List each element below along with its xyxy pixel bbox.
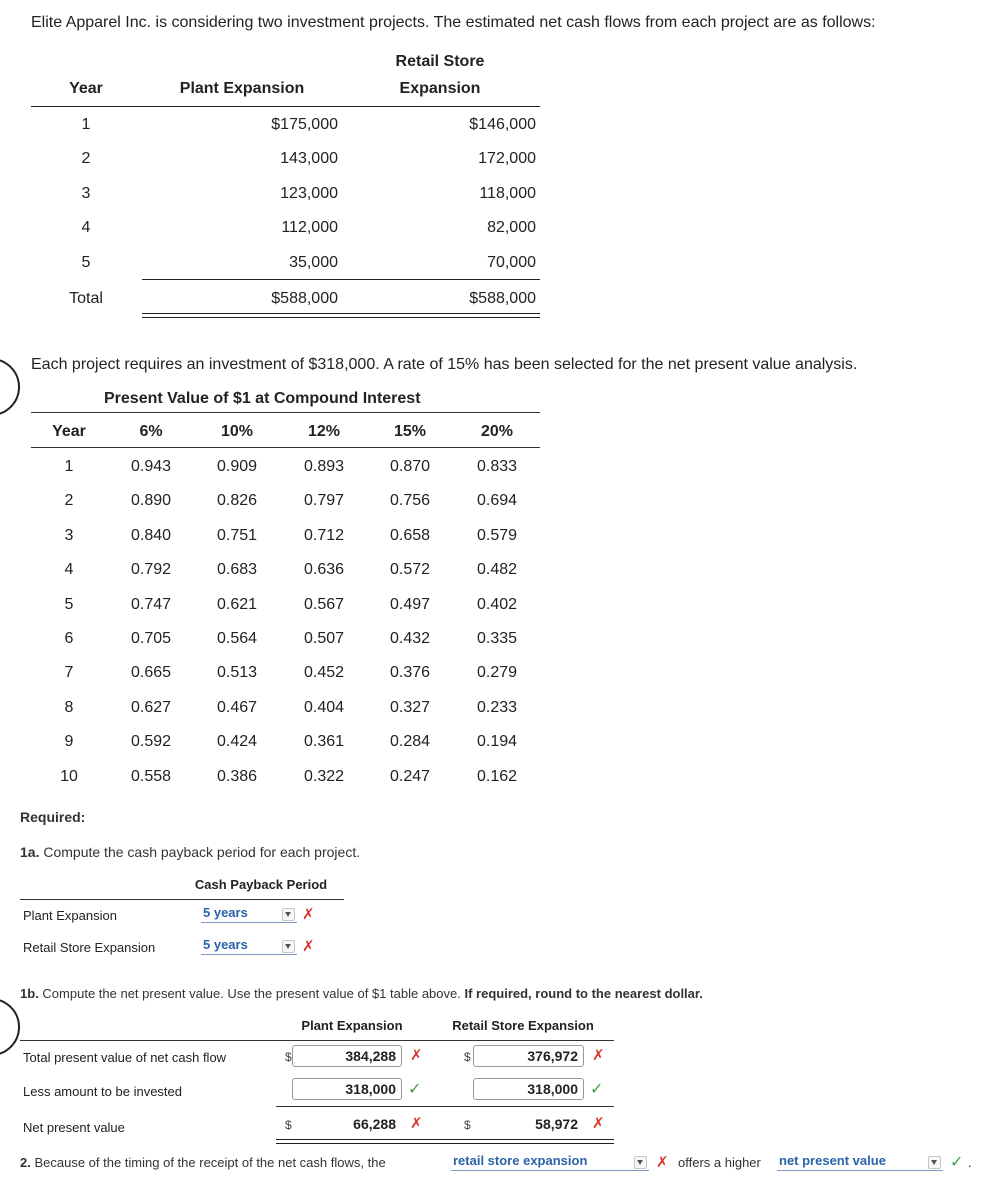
payback-plant-label: Plant Expansion bbox=[23, 908, 117, 923]
pv-year-cell: 4 bbox=[64, 561, 74, 579]
pv-header-20: 20% bbox=[480, 423, 514, 440]
pv-12-cell: 0.567 bbox=[303, 595, 345, 613]
pv-20-cell: 0.482 bbox=[476, 561, 518, 579]
plant-cell: $175,000 bbox=[271, 116, 338, 133]
correct-icon: ✓ bbox=[408, 1081, 422, 1098]
pv-20-cell: 0.694 bbox=[476, 492, 518, 510]
dollar-sign: $ bbox=[464, 1050, 471, 1064]
pv-header-15: 15% bbox=[393, 423, 427, 440]
pv-20-cell: 0.279 bbox=[476, 664, 518, 682]
plant-cell: 35,000 bbox=[289, 254, 338, 271]
payback-plant-value: 5 years bbox=[203, 905, 248, 920]
plant-cell: 143,000 bbox=[280, 150, 338, 167]
npv-row1-label: Total present value of net cash flow bbox=[23, 1050, 227, 1065]
question-2-mid: offers a higher bbox=[678, 1155, 761, 1170]
q2-measure-select[interactable] bbox=[777, 1154, 943, 1171]
pv-6-cell: 0.943 bbox=[130, 458, 172, 475]
pv-10-cell: 0.683 bbox=[216, 561, 258, 579]
plant-total: $588,000 bbox=[271, 290, 338, 307]
question-2-prefix: Because of the timing of the receipt of the net cash flows, the bbox=[34, 1155, 386, 1170]
pv-year-cell: 10 bbox=[60, 767, 78, 785]
pv-table-title: Present Value of $1 at Compound Interest bbox=[104, 390, 421, 407]
correct-icon: ✓ bbox=[590, 1081, 604, 1098]
pv-title-rule bbox=[31, 412, 540, 413]
pv-20-cell: 0.162 bbox=[476, 767, 518, 785]
payback-retail-select[interactable] bbox=[201, 938, 297, 955]
pv-year-cell: 6 bbox=[64, 630, 74, 647]
pv-6-cell: 0.558 bbox=[130, 767, 172, 785]
pv-12-cell: 0.893 bbox=[303, 458, 345, 475]
subtotal-rule bbox=[142, 279, 540, 280]
payback-header-rule bbox=[20, 899, 344, 900]
dollar-sign: $ bbox=[285, 1050, 292, 1064]
question-1b-bold: If required, round to the nearest dollar. bbox=[464, 986, 703, 1001]
plant-invest-input[interactable]: 318,000 bbox=[292, 1078, 402, 1100]
question-2-end: . bbox=[968, 1155, 972, 1170]
pv-10-cell: 0.467 bbox=[216, 698, 258, 716]
pv-10-cell: 0.621 bbox=[216, 595, 258, 613]
pv-header-6: 6% bbox=[139, 423, 163, 440]
year-cell: 4 bbox=[81, 219, 91, 236]
pv-12-cell: 0.322 bbox=[303, 767, 345, 785]
total-double-rule bbox=[142, 313, 540, 318]
pv-15-cell: 0.432 bbox=[389, 630, 431, 647]
pv-15-cell: 0.376 bbox=[389, 664, 431, 682]
q2-measure-value: net present value bbox=[779, 1153, 886, 1168]
col-header-plant: Plant Expansion bbox=[179, 80, 305, 97]
pv-15-cell: 0.572 bbox=[389, 561, 431, 579]
pv-15-cell: 0.497 bbox=[389, 595, 431, 613]
payback-retail-label: Retail Store Expansion bbox=[23, 940, 156, 955]
pv-6-cell: 0.747 bbox=[130, 595, 172, 613]
npv-subtotal-rule bbox=[276, 1106, 614, 1107]
investment-text: Each project requires an investment of $318,000. A rate of 15% has been selected for the net present value analysis. bbox=[31, 356, 858, 373]
payback-header: Cash Payback Period bbox=[194, 877, 328, 892]
npv-col-plant: Plant Expansion bbox=[301, 1018, 403, 1033]
pv-20-cell: 0.335 bbox=[476, 630, 518, 647]
pv-20-cell: 0.402 bbox=[476, 595, 518, 613]
pv-10-cell: 0.751 bbox=[216, 526, 258, 544]
pv-6-cell: 0.792 bbox=[130, 561, 172, 579]
year-cell: 1 bbox=[81, 116, 91, 133]
col-header-year: Year bbox=[69, 80, 103, 97]
incorrect-icon: ✗ bbox=[656, 1154, 669, 1171]
pv-15-cell: 0.870 bbox=[389, 458, 431, 475]
pv-year-cell: 8 bbox=[64, 698, 74, 716]
npv-total-double-rule bbox=[276, 1139, 614, 1144]
pv-6-cell: 0.627 bbox=[130, 698, 172, 716]
incorrect-icon: ✗ bbox=[410, 1115, 423, 1132]
step-marker-circle bbox=[0, 358, 20, 416]
pv-6-cell: 0.705 bbox=[130, 630, 172, 647]
retail-invest-input[interactable]: 318,000 bbox=[473, 1078, 584, 1100]
pv-10-cell: 0.564 bbox=[216, 630, 258, 647]
pv-10-cell: 0.424 bbox=[216, 733, 258, 751]
year-cell: 2 bbox=[81, 150, 91, 167]
header-rule bbox=[31, 106, 540, 107]
year-cell: 5 bbox=[81, 254, 91, 271]
plant-cell: 112,000 bbox=[281, 219, 338, 236]
question-1b-text: Compute the net present value. Use the present value of $1 table above. bbox=[42, 986, 461, 1001]
pv-10-cell: 0.826 bbox=[216, 492, 258, 510]
retail-cell: 118,000 bbox=[479, 185, 536, 202]
pv-20-cell: 0.194 bbox=[476, 733, 518, 751]
question-1a-number: 1a. bbox=[20, 844, 40, 860]
pv-header-12: 12% bbox=[307, 423, 341, 440]
pv-header-rule bbox=[31, 447, 540, 448]
incorrect-icon: ✗ bbox=[592, 1115, 605, 1132]
question-2-number: 2. bbox=[20, 1155, 31, 1170]
pv-10-cell: 0.909 bbox=[216, 458, 258, 475]
pv-year-cell: 1 bbox=[64, 458, 74, 475]
pv-10-cell: 0.513 bbox=[216, 664, 258, 682]
incorrect-icon: ✗ bbox=[410, 1047, 423, 1064]
pv-20-cell: 0.233 bbox=[476, 698, 518, 716]
intro-text: Elite Apparel Inc. is considering two investment projects. The estimated net cash flows from each project are as follows: bbox=[31, 14, 876, 31]
pv-header-year: Year bbox=[52, 423, 86, 440]
step-marker-circle bbox=[0, 998, 20, 1056]
pv-12-cell: 0.361 bbox=[303, 733, 345, 751]
correct-icon: ✓ bbox=[950, 1154, 964, 1171]
plant-pv-input[interactable]: 384,288 bbox=[292, 1045, 402, 1067]
retail-total: $588,000 bbox=[469, 290, 536, 307]
year-cell: 3 bbox=[81, 185, 91, 202]
pv-12-cell: 0.452 bbox=[303, 664, 345, 682]
total-label: Total bbox=[69, 290, 103, 307]
chevron-down-icon bbox=[928, 1156, 941, 1169]
pv-year-cell: 7 bbox=[64, 664, 74, 682]
pv-12-cell: 0.712 bbox=[303, 526, 345, 544]
required-label: Required: bbox=[20, 809, 86, 825]
pv-year-cell: 2 bbox=[64, 492, 74, 510]
retail-cell: 70,000 bbox=[487, 254, 536, 271]
question-1b-number: 1b. bbox=[20, 986, 39, 1001]
plant-cell: 123,000 bbox=[280, 185, 338, 202]
pv-6-cell: 0.840 bbox=[130, 526, 172, 544]
pv-6-cell: 0.665 bbox=[130, 664, 172, 682]
q2-project-select[interactable] bbox=[451, 1154, 649, 1171]
pv-15-cell: 0.756 bbox=[389, 492, 431, 510]
dollar-sign: $ bbox=[285, 1118, 292, 1132]
col-header-retail-line2: Expansion bbox=[399, 80, 481, 97]
incorrect-icon: ✗ bbox=[592, 1047, 605, 1064]
payback-plant-select[interactable] bbox=[201, 906, 297, 923]
retail-cell: 172,000 bbox=[478, 150, 536, 167]
pv-year-cell: 9 bbox=[64, 733, 74, 751]
pv-20-cell: 0.579 bbox=[476, 526, 518, 544]
q2-project-value: retail store expansion bbox=[453, 1153, 588, 1168]
pv-6-cell: 0.890 bbox=[130, 492, 172, 510]
question-1a-text: Compute the cash payback period for each project. bbox=[43, 844, 361, 860]
retail-pv-input[interactable]: 376,972 bbox=[473, 1045, 584, 1067]
pv-year-cell: 3 bbox=[64, 526, 74, 544]
pv-header-10: 10% bbox=[220, 423, 254, 440]
npv-header-rule bbox=[20, 1040, 614, 1041]
question-1a bbox=[20, 844, 360, 860]
chevron-down-icon bbox=[282, 940, 295, 953]
question-2-text bbox=[20, 1155, 386, 1170]
npv-row3-label: Net present value bbox=[23, 1120, 125, 1135]
pv-12-cell: 0.636 bbox=[303, 561, 345, 579]
pv-20-cell: 0.833 bbox=[476, 458, 518, 475]
pv-15-cell: 0.658 bbox=[389, 526, 431, 544]
question-1b bbox=[20, 986, 703, 1001]
incorrect-icon: ✗ bbox=[302, 906, 315, 923]
col-header-retail-line1: Retail Store bbox=[395, 53, 485, 70]
pv-12-cell: 0.507 bbox=[303, 630, 345, 647]
payback-retail-value: 5 years bbox=[203, 937, 248, 952]
pv-year-cell: 5 bbox=[64, 595, 74, 613]
retail-npv-input[interactable]: 58,972 bbox=[473, 1113, 584, 1135]
pv-15-cell: 0.284 bbox=[389, 733, 431, 751]
npv-col-retail: Retail Store Expansion bbox=[452, 1018, 594, 1033]
chevron-down-icon bbox=[634, 1156, 647, 1169]
pv-15-cell: 0.327 bbox=[389, 698, 431, 716]
pv-12-cell: 0.797 bbox=[303, 492, 345, 510]
plant-npv-input[interactable]: 66,288 bbox=[292, 1113, 402, 1135]
pv-15-cell: 0.247 bbox=[389, 767, 431, 785]
chevron-down-icon bbox=[282, 908, 295, 921]
dollar-sign: $ bbox=[464, 1118, 471, 1132]
npv-row2-label: Less amount to be invested bbox=[23, 1084, 182, 1099]
retail-cell: $146,000 bbox=[469, 116, 536, 133]
pv-12-cell: 0.404 bbox=[303, 698, 345, 716]
retail-cell: 82,000 bbox=[487, 219, 536, 236]
pv-10-cell: 0.386 bbox=[216, 767, 258, 785]
incorrect-icon: ✗ bbox=[302, 938, 315, 955]
pv-6-cell: 0.592 bbox=[130, 733, 172, 751]
